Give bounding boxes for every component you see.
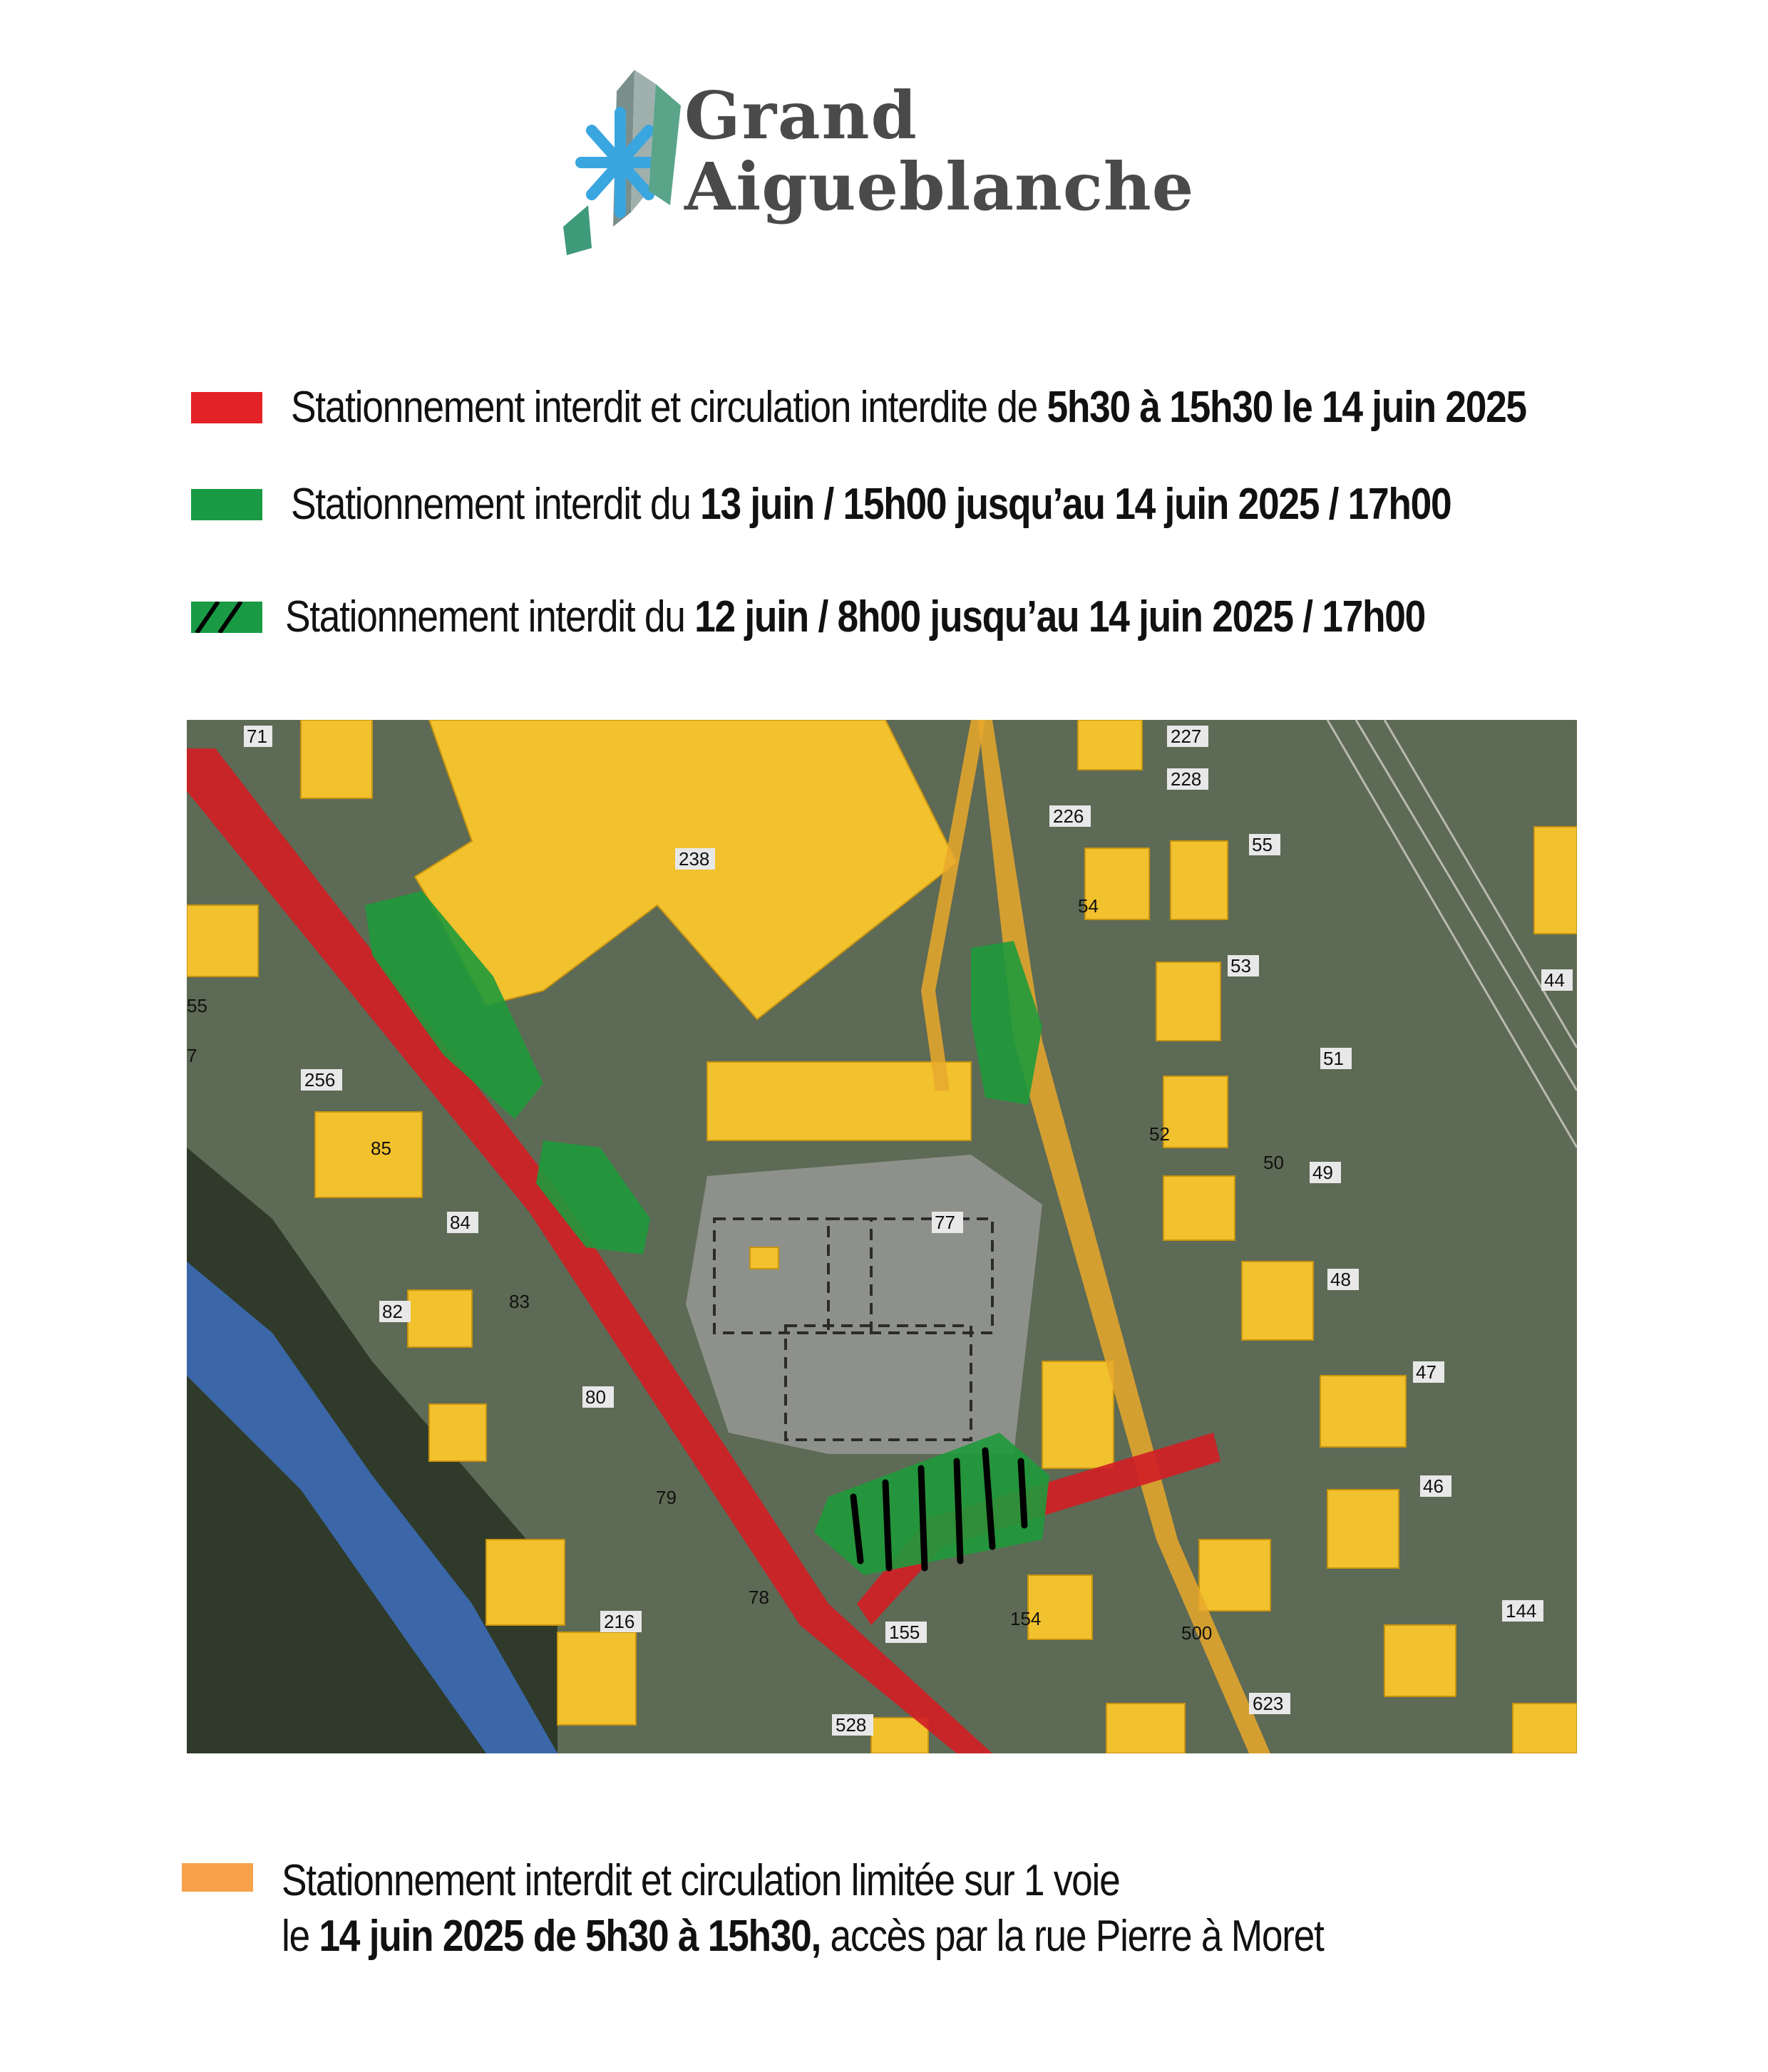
svg-text:78: 78 (749, 1587, 769, 1608)
svg-text:7: 7 (187, 1045, 197, 1066)
parcel-label (509, 1291, 530, 1312)
parcel-label (1228, 955, 1259, 976)
parcel-label (1149, 1123, 1170, 1145)
green-hatched-swatch (191, 602, 262, 633)
legend-item-green-hatched (191, 592, 1610, 642)
logo-wordmark (684, 77, 1195, 225)
parcel-label (1420, 1475, 1451, 1497)
svg-text:71: 71 (247, 726, 267, 747)
parcel-label (371, 1138, 391, 1159)
parcel-label (379, 1301, 411, 1322)
svg-text:238: 238 (679, 848, 710, 870)
svg-text:79: 79 (656, 1487, 677, 1508)
snowflake-logo-icon (549, 63, 692, 255)
aerial-map (187, 720, 1577, 1753)
svg-text:144: 144 (1506, 1600, 1537, 1622)
parcel-label (832, 1714, 873, 1736)
parcel-label (1181, 1622, 1212, 1644)
svg-text:52: 52 (1149, 1123, 1170, 1145)
svg-text:85: 85 (371, 1138, 391, 1159)
parcel-label (447, 1212, 478, 1233)
parcel-label (675, 848, 715, 870)
legend-orange-line-2: le 14 juin 2025 de 5h30 à 15h30, accès par la rue Pierre à Moret (282, 1912, 1324, 1961)
svg-text:48: 48 (1330, 1269, 1351, 1290)
logo-line-1: Grand (684, 77, 918, 154)
parcel-label (600, 1611, 642, 1632)
parcel-label (1310, 1162, 1341, 1183)
parcel-label (749, 1587, 769, 1608)
parcel-label (244, 726, 272, 747)
svg-text:46: 46 (1423, 1475, 1444, 1497)
svg-text:227: 227 (1171, 726, 1202, 747)
legend-orange-line-1: Stationnement interdit et circulation limitée sur 1 voie (282, 1856, 1120, 1905)
parcel-label (1541, 969, 1573, 991)
parcel-label (656, 1487, 677, 1508)
green-swatch (191, 489, 262, 520)
svg-text:154: 154 (1010, 1608, 1042, 1629)
svg-text:77: 77 (935, 1212, 955, 1233)
legend-text-red: Stationnement interdit et circulation interdite de 5h30 à 15h30 le 14 juin 2025 (291, 383, 1526, 432)
svg-text:528: 528 (836, 1714, 867, 1736)
svg-text:55: 55 (187, 995, 207, 1016)
legend-text-green-hatched: Stationnement interdit du 12 juin / 8h00 jusqu’au 14 juin 2025 / 17h00 (285, 592, 1426, 641)
svg-text:84: 84 (450, 1212, 471, 1233)
parcel-label (187, 995, 207, 1016)
svg-text:53: 53 (1230, 955, 1251, 976)
svg-text:51: 51 (1323, 1048, 1344, 1069)
parcel-label (301, 1069, 342, 1091)
parcel-label (1263, 1152, 1284, 1173)
svg-text:500: 500 (1181, 1622, 1213, 1644)
svg-text:50: 50 (1263, 1152, 1284, 1173)
svg-text:47: 47 (1416, 1361, 1436, 1383)
red-swatch (191, 392, 262, 423)
svg-text:228: 228 (1171, 768, 1202, 790)
svg-text:226: 226 (1053, 805, 1084, 827)
svg-text:82: 82 (382, 1301, 403, 1322)
parcel-label (932, 1212, 963, 1233)
parcel-label (1078, 895, 1099, 917)
orange-swatch (182, 1863, 253, 1892)
logo-line-2: Aigueblanche (684, 148, 1195, 225)
parcel-label (885, 1622, 927, 1643)
svg-text:54: 54 (1078, 895, 1099, 917)
parcel-label (1049, 805, 1091, 827)
parcel-label (187, 1045, 197, 1066)
parcel-label (1010, 1608, 1041, 1629)
parcel-label (582, 1386, 614, 1408)
grand-aigueblanche-logo (549, 63, 1219, 262)
svg-text:49: 49 (1312, 1162, 1333, 1183)
svg-text:80: 80 (585, 1386, 606, 1408)
svg-text:55: 55 (1252, 834, 1273, 855)
parcel-label (1167, 726, 1208, 747)
svg-text:623: 623 (1253, 1693, 1284, 1714)
legend-text-orange (282, 1853, 1324, 1964)
legend-text-green: Stationnement interdit du 13 juin / 15h00 jusqu’au 14 juin 2025 / 17h00 (291, 480, 1451, 529)
parcel-label (1327, 1269, 1359, 1290)
parcel-label (1167, 768, 1208, 790)
parcel-label (1413, 1361, 1444, 1383)
parcel-label (1502, 1600, 1543, 1622)
svg-text:155: 155 (889, 1622, 920, 1643)
svg-text:44: 44 (1544, 969, 1565, 991)
parcel-label (1249, 1693, 1290, 1714)
parcel-label (1249, 834, 1280, 855)
legend-item-red (191, 382, 1727, 433)
svg-text:83: 83 (509, 1291, 530, 1312)
svg-text:216: 216 (604, 1611, 635, 1632)
svg-text:256: 256 (304, 1069, 336, 1091)
parcel-label (1320, 1048, 1352, 1069)
legend-item-green (191, 479, 1640, 530)
